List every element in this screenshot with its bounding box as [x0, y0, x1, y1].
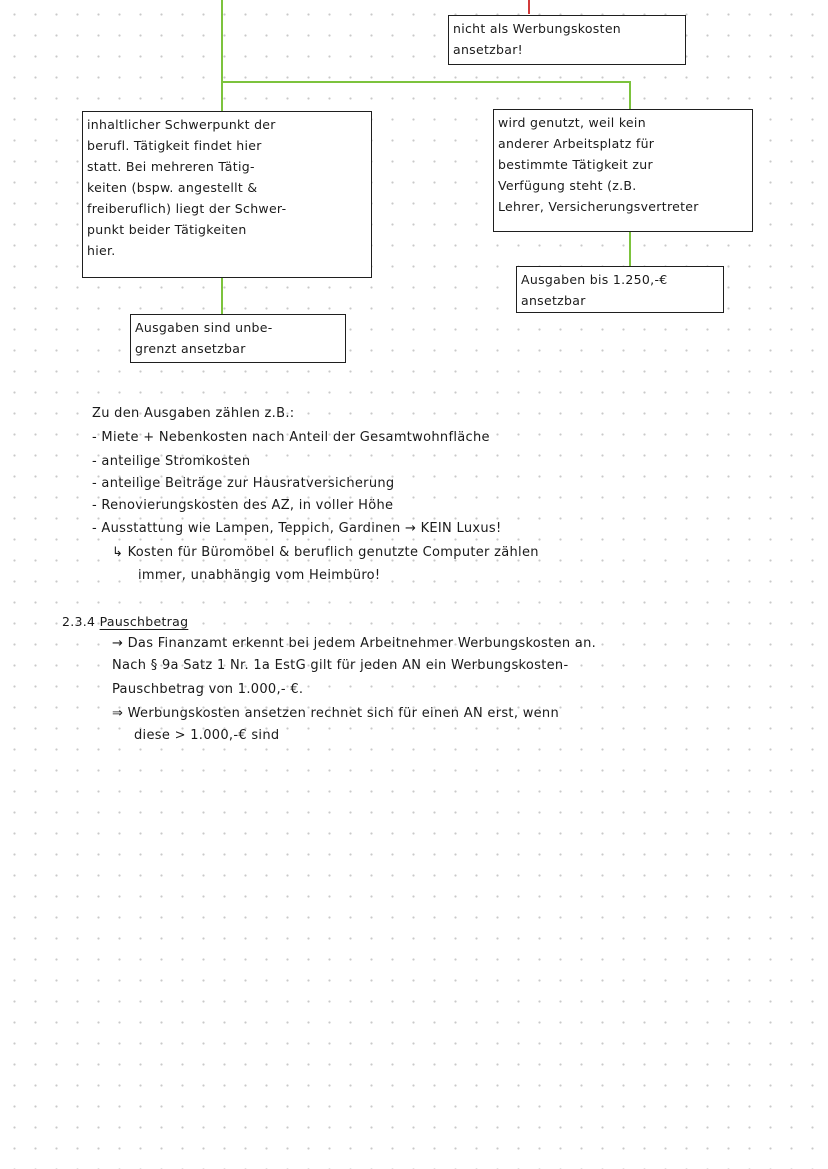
box-main-focus: inhaltlicher Schwerpunkt der berufl. Tätigkeit findet hier statt. Bei mehreren Tätig- keiten (bspw. angestellt & freiberuflich) liegt der Schwer- punkt beider Tätigkeiten hier. [82, 111, 372, 278]
connector-vertical-top-left [221, 0, 223, 82]
section-number: 2.3.4 [62, 614, 96, 629]
section-line: ⇒ Werbungskosten ansetzen rechnet sich für einen AN erst, wenn [112, 706, 560, 721]
box-not-deductible: nicht als Werbungskosten ansetzbar! [448, 15, 686, 65]
expense-subnote-cont: immer, unabhängig vom Heimbüro! [138, 568, 381, 583]
connector-right-bottom [629, 232, 631, 266]
section-line: diese > 1.000,-€ sind [134, 728, 280, 743]
section-heading [62, 614, 188, 629]
red-connector [528, 0, 530, 14]
connector-right-down [629, 81, 631, 109]
section-line: → Das Finanzamt erkennt bei jedem Arbeitnehmer Werbungskosten an. [112, 636, 597, 651]
expenses-intro: Zu den Ausgaben zählen z.B.: [92, 406, 295, 421]
section-line: Nach § 9a Satz 1 Nr. 1a EstG gilt für jeden AN ein Werbungskosten- [112, 658, 569, 673]
connector-horizontal [221, 81, 631, 83]
expense-item: - Renovierungskosten des AZ, in voller Höhe [92, 498, 394, 513]
connector-left-down [221, 81, 223, 111]
section-title: Pauschbetrag [99, 614, 189, 629]
box-no-other-workplace: wird genutzt, weil kein anderer Arbeitsplatz für bestimmte Tätigkeit zur Verfügung steht (z.B. Lehrer, Versicherungsvertreter [493, 109, 753, 232]
section-line: Pauschbetrag von 1.000,- €. [112, 682, 304, 697]
expense-subnote: ↳ Kosten für Büromöbel & beruflich genutzte Computer zählen [112, 545, 539, 560]
expense-item: - anteilige Stromkosten [92, 454, 251, 469]
expense-item: - Ausstattung wie Lampen, Teppich, Gardinen → KEIN Luxus! [92, 521, 502, 536]
expense-item: - anteilige Beiträge zur Hausratversicherung [92, 476, 395, 491]
expense-item: - Miete + Nebenkosten nach Anteil der Gesamtwohnfläche [92, 430, 490, 445]
connector-left-bottom [221, 278, 223, 314]
box-unlimited-expenses: Ausgaben sind unbe- grenzt ansetzbar [130, 314, 346, 363]
box-expenses-1250: Ausgaben bis 1.250,-€ ansetzbar [516, 266, 724, 313]
